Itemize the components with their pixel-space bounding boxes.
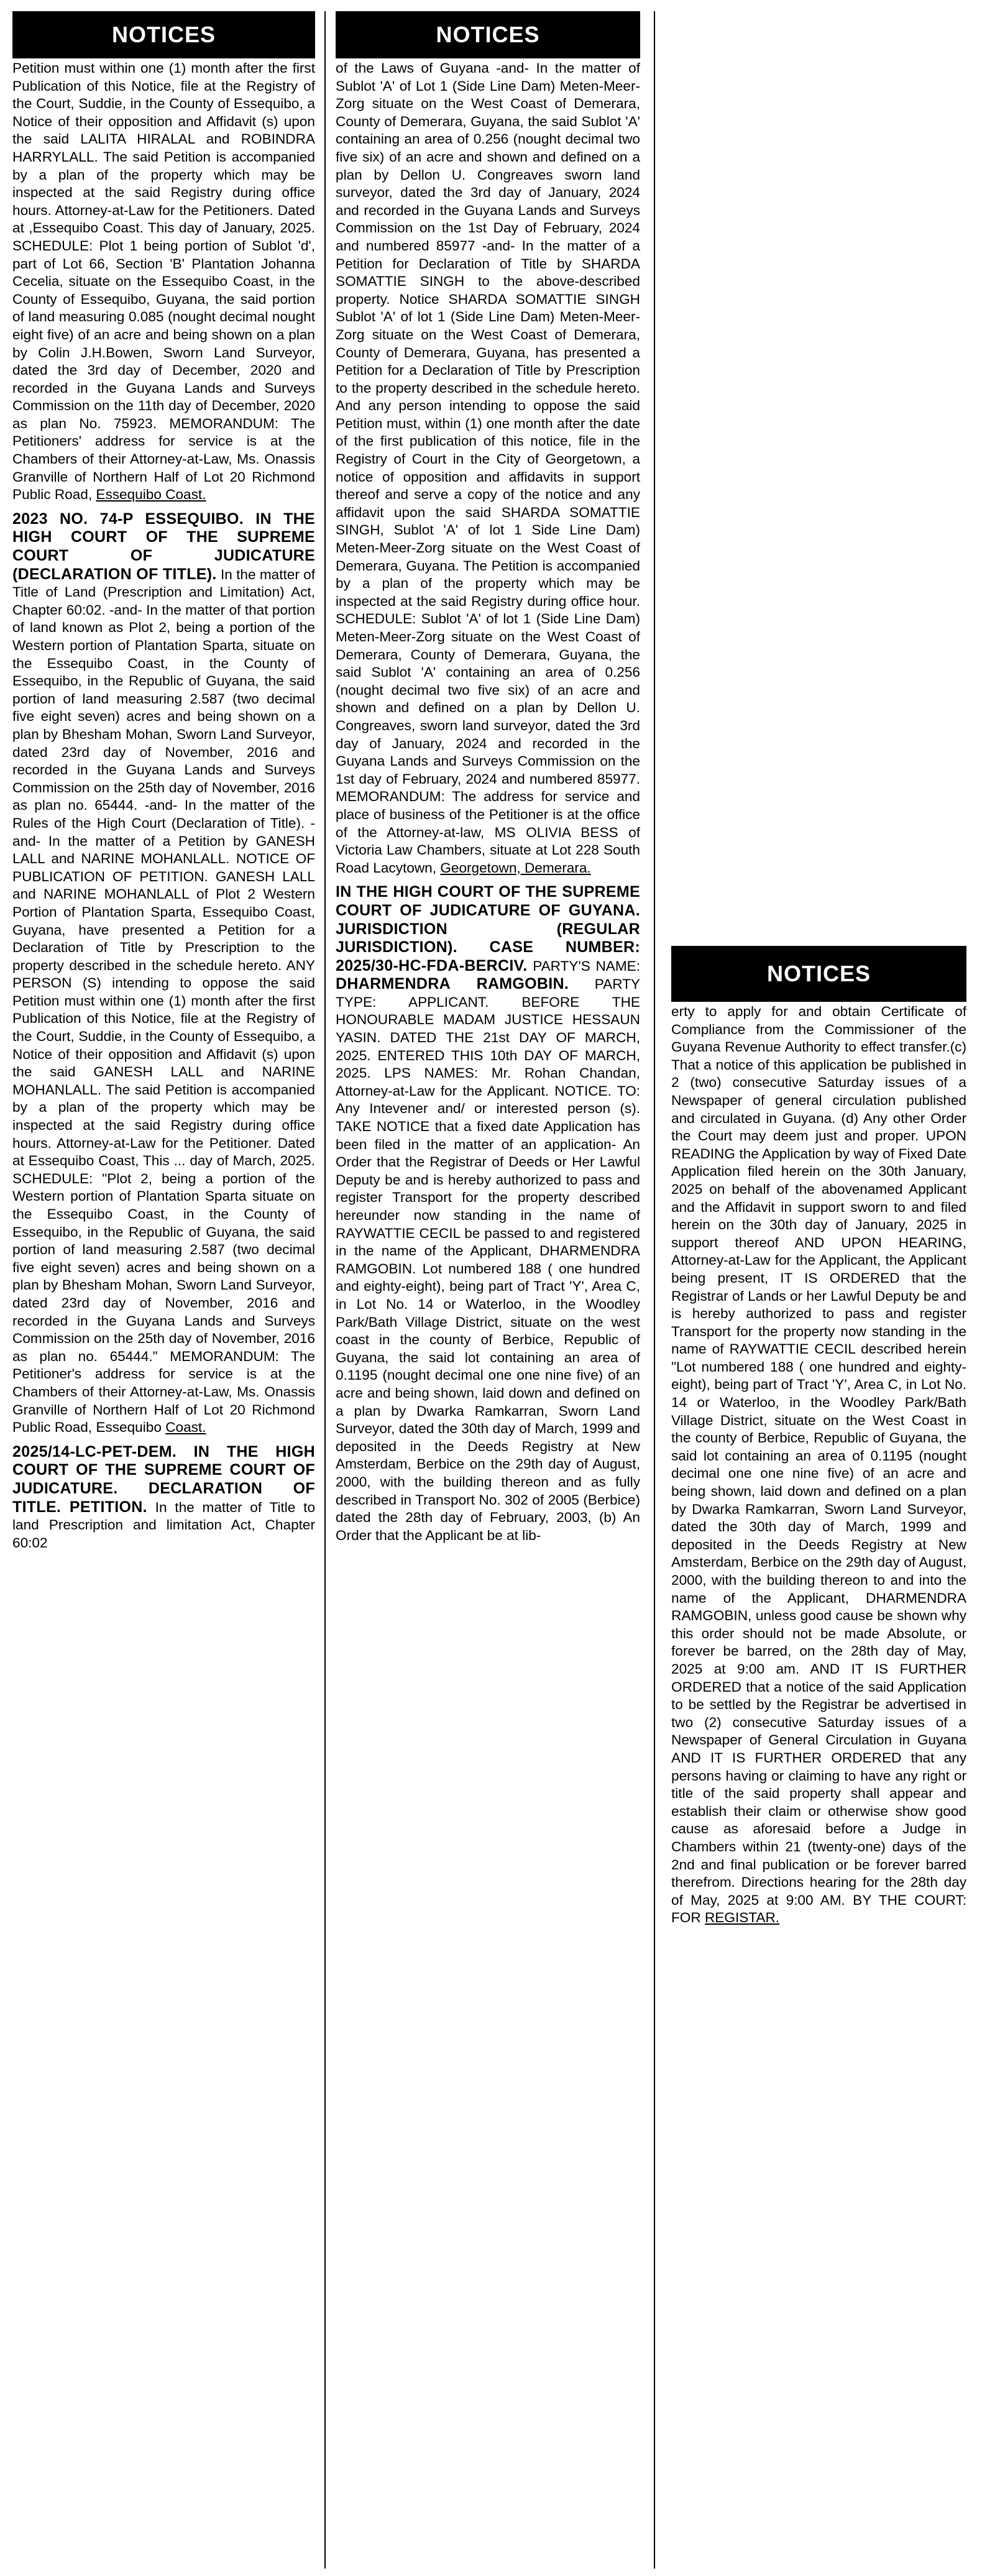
column-divider-2 <box>654 11 655 2569</box>
notice-text: Petition must within one (1) month after the first Publication of this Notice, file at the Registry of the Court, Suddie, in the County of Essequibo, a Notice of their opposition and Affidavit (s) upon the said LALITA HIRALAL and ROBINDRA HARRYLALL. The said Petition is accompanied by a plan of the property which may be inspected at the said Registry during office hours. Attorney-at-Law for the Petitioners. Dated at ,Essequibo Coast. This day of January, 2025. SCHEDULE: Plot 1 being portion of Sublot 'd', part of Lot 66, Section 'B' Plantation Johanna Cecelia, situate on the Essequibo Coast, in the County of Essequibo, Guyana, the said portion of land measuring 0.085 (nought decimal nought eight five) of an acre and being shown on a plan by Colin J.H.Bowen, Sworn Land Surveyor, dated the 3rd day of December, 2020 and recorded in the Guyana Lands and Surveys Commission on the 11th day of December, 2020 as plan No. 75923. MEMORANDUM: The Petitioners' address for service is at the Chambers of their Attorney-at-Law, Ms. Onassis Granville of Northern Half of Lot 20 Richmond Public Road, Essequibo Coast. <box>12 60 315 503</box>
column-header: NOTICES <box>336 11 640 58</box>
notice-heading: 2023 NO. 74-P ESSEQUIBO. IN THE HIGH COURT OF THE SUPREME COURT OF JUDICATURE (DECLARATION OF TITLE). <box>12 510 315 583</box>
notice-heading: IN THE HIGH COURT OF THE SUPREME COURT OF JUDICATURE OF GUYANA. JURISDICTION (REGULAR JURISDICTION). CASE NUMBER: 2025/30-HC-FDA-BERCIV. <box>336 883 640 974</box>
column-divider-1 <box>324 11 326 2569</box>
notices-column-1 <box>12 11 315 2552</box>
notice-heading: 2025/14-LC-PET-DEM. IN THE HIGH COURT OF THE SUPREME COURT OF JUDICATURE. DECLARATION OF TITLE. PETITION. <box>12 1442 315 1516</box>
notice-text: erty to apply for and obtain Certificate of Compliance from the Commissioner of the Guyana Revenue Authority to effect transfer.(c) That a notice of this application be published in 2 (two) consecutive Saturday issues of a Newspaper of general circulation published and circulated in Guyana. (d) Any other Order the Court may deem just and proper. UPON READING the Application by way of Fixed Date Application filed herein on the 30th January, 2025 on behalf of the abovenamed Applicant and the Affidavit in support sworn to and filed herein on the 30th day of January, 2025 in support thereof AND UPON HEARING, Attorney-at-Law for the Applicant, the Applicant being present, IT IS ORDERED that the Registrar of Lands or her Lawful Deputy be and is hereby authorized to pass and register Transport for the property now standing in the name of RAYWATTIE CECIL described herein "Lot numbered 188 ( one hundred and eighty-eight), being part of Tract 'Y', Area C, in Lot No. 14 or Waterloo, in the Woodley Park/Bath Village District, situate on the West Coast in the county of Berbice, Republic of Guyana, the said lot containing an area of 0.1195 (nought decimal one one nine five) of an acre and being shown, laid down and defined on a plan by Dwarka Ramkarran, Sworn Land Surveyor, dated the 30th day of March, 1999 and deposited in the Deeds Registry at New Amsterdam, Berbice on the 29th day of August, 2000, with the building thereon to and into the name of the Applicant, DHARMENDRA RAMGOBIN, unless good cause be shown why this order should not be made Absolute, or forever be barred, on the 28th day of May, 2025 at 9:00 am. AND IT IS FURTHER ORDERED that a notice of the said Application to be settled by the Registrar be advertised in two (2) consecutive Saturday issues of a Newspaper of General Circulation in Guyana AND IT IS FURTHER ORDERED that any persons having or claiming to have any right or title of the said property shall appear and establish their claim or otherwise show good cause as aforesaid before a Judge in Chambers within 21 (twenty-one) days of the 2nd and final publication or be forever barred therefrom. Directions hearing for the 28th day of May, 2025 at 9:00 AM. BY THE COURT: FOR REGISTAR. <box>671 1004 966 1926</box>
party-name: DHARMENDRA RAMGOBIN. <box>336 975 569 993</box>
notices-column-3 <box>671 946 966 2569</box>
column-body <box>671 1002 966 2569</box>
notices-column-2 <box>336 11 640 2552</box>
notice-text: of the Laws of Guyana -and- In the matter of Sublot 'A' of Lot 1 (Side Line Dam) Meten-Meer-Zorg situate on the West Coast of Demerara, County of Demerara, Guyana, the said Sublot 'A' containing an area of 0.256 (nought decimal two five six) of an acre and shown and defined on a plan by Dellon U. Congreaves sworn land surveyor, dated the 3rd day of January, 2024 and recorded in the Guyana Lands and Surveys Commission on the 1st Day of February, 2024 and numbered 85977 -and- In the matter of a Petition for Declaration of Title by SHARDA SOMATTIE SINGH to the above-described property. Notice SHARDA SOMATTIE SINGH Sublot 'A' of lot 1 (Side Line Dam) Meten-Meer-Zorg situate on the West Coast of Demerara, County of Demerara, Guyana, has presented a Petition for a Declaration of Title by Prescription to the property described in the schedule hereto. And any person intending to oppose the said Petition must, within (1) one month after the date of the first publication of this notice, file in the Registry of Court in the City of Georgetown, a notice of opposition and affidavits in support thereof and serve a copy of the notice and any affidavit upon the said SHARDA SOMATTIE SINGH, Sublot 'A' of lot 1 Side Line Dam) Meten-Meer-Zorg situate on the West Coast of Demerara, Guyana. The Petition is accompanied by a plan of the property which may be inspected at the said Registry during office hour. SCHEDULE: Sublot 'A' of lot 1 (Side Line Dam) Meten-Meer-Zorg situate on the West Coast of Demerara, County of Demerara, Guyana, the said Sublot 'A' containing an area of 0.256 (nought decimal two five six) of an acre and shown and defined on a plan by Dellon U. Congreaves, sworn land surveyor, dated the 3rd day of January, 2024 and recorded in the Guyana Lands and Surveys Commission on the 1st day of February, 2024 and numbered 85977. MEMORANDUM: The address for service and place of business of the Petitioner is at the office of the Attorney-at-law, MS OLIVIA BESS of Victoria Law Chambers, situate at Lot 228 South Road Lacytown, Georgetown, Demerara. <box>336 60 640 876</box>
notice-paragraph: 2025/14-LC-PET-DEM. IN THE HIGH COURT OF THE SUPREME COURT OF JUDICATURE. DECLARATION OF TITLE. PETITION. In the matter of Title to land Prescription and limitation Act, Chapter 60:02 <box>12 1442 315 1551</box>
column-header: NOTICES <box>671 946 966 1002</box>
column-header: NOTICES <box>12 11 315 58</box>
notice-paragraph: IN THE HIGH COURT OF THE SUPREME COURT OF JUDICATURE OF GUYANA. JURISDICTION (REGULAR JURISDICTION). CASE NUMBER: 2025/30-HC-FDA-BERCIV. PARTY'S NAME: DHARMENDRA RAMGOBIN. PARTY TYPE: APPLICANT. BEFORE THE HONOURABLE MADAM JUSTICE HESSAUN YASIN. DATED THE 21st DAY OF MARCH, 2025. ENTERED THIS 10th DAY OF MARCH, 2025. LPS NAMES: Mr. Rohan Chandan, Attorney-at-Law for the Applicant. NOTICE. TO: Any Intevener and/ or interested person (s). TAKE NOTICE that a fixed date Application has been filed in the matter of an application- An Order that the Registrar of Deeds or Her Lawful Deputy be and is hereby authorized to pass and register Transport for the property described hereunder now standing in the name of RAYWATTIE CECIL be passed to and registered in the name of the Applicant, DHARMENDRA RAMGOBIN. Lot numbered 188 ( one hundred and eighty-eight), being part of Tract 'Y', Area C, in Lot No. 14 or Waterloo, in the Woodley Park/Bath Village District, situate on the west coast in the county of Berbice, Republic of Guyana, the said lot containing an area of 0.1195 (nought decimal one one nine five) of an acre and being shown, laid down and defined on a plan by Dwarka Ramkarran, Sworn Land Surveyor, dated the 30th day of March, 1999 and deposited in the Deeds Registry at New Amsterdam, Berbice on the 29th day of August, 2000, with the building thereon and as fully described in Transport No. 302 of 2005 (Berbice) dated the 28th day of February, 2003, (b) An Order that the Applicant be at lib- <box>336 883 640 1543</box>
column-body <box>12 58 315 2552</box>
column-body <box>336 58 640 2552</box>
notice-paragraph: 2023 NO. 74-P ESSEQUIBO. IN THE HIGH COURT OF THE SUPREME COURT OF JUDICATURE (DECLARATION OF TITLE). In the matter of Title of Land (Prescription and Limitation) Act, Chapter 60:02. -and- In the matter of that portion of land known as Plot 2, being a portion of the Western portion of Plantation Sparta, situate on the Essequibo Coast, in the County of Essequibo, in the Republic of Guyana, the said portion of land measuring 2.587 (two decimal five eight seven) acres and being shown on a plan by Bhesham Mohan, Sworn Land Surveyor, dated 23rd day of November, 2016 and recorded in the Guyana Lands and Surveys Commission on the 25th day of November, 2016 as plan no. 65444. -and- In the matter of the Rules of the High Court (Declaration of Title). -and- In the matter of a Petition by GANESH LALL and NARINE MOHANLALL. NOTICE OF PUBLICATION OF PETITION. GANESH LALL and NARINE MOHANLALL of Plot 2 Western Portion of Plantation Sparta, Essequibo Coast, Guyana, have presented a Petition for a Declaration of Title by Prescription to the property described in the schedule hereto. ANY PERSON (S) intending to oppose the said Petition must within one (1) month after the first Publication of this Notice, file at the Registry of the Court, Suddie, in the County of Essequibo, a Notice of their opposition and Affidavit (s) upon the said GANESH LALL and NARINE MOHANLALL. The said Petition is accompanied by a plan of the property which may be inspected at the said Registry during office hours. Attorney-at-Law for the Petitioner. Dated at Essequibo Coast, This ... day of March, 2025. SCHEDULE: "Plot 2, being a portion of the Western portion of Plantation Sparta situate on the Essequibo Coast, in the County of Essequibo, in the Republic of Guyana, the said portion of land measuring 2.587 (two decimal five eight seven) acres and being shown on a plan by Bhesham Mohan, Sworn Land Surveyor, dated 23rd day of November, 2016 and recorded in the Guyana Lands and Surveys Commission on the 25th day of November, 2016 as plan no. 65444." MEMORANDUM: The Petitioner's address for service is at the Chambers of their Attorney-at-Law, Ms. Onassis Granville of Northern Half of Lot 20 Richmond Public Road, Essequibo Coast. <box>12 510 315 1436</box>
